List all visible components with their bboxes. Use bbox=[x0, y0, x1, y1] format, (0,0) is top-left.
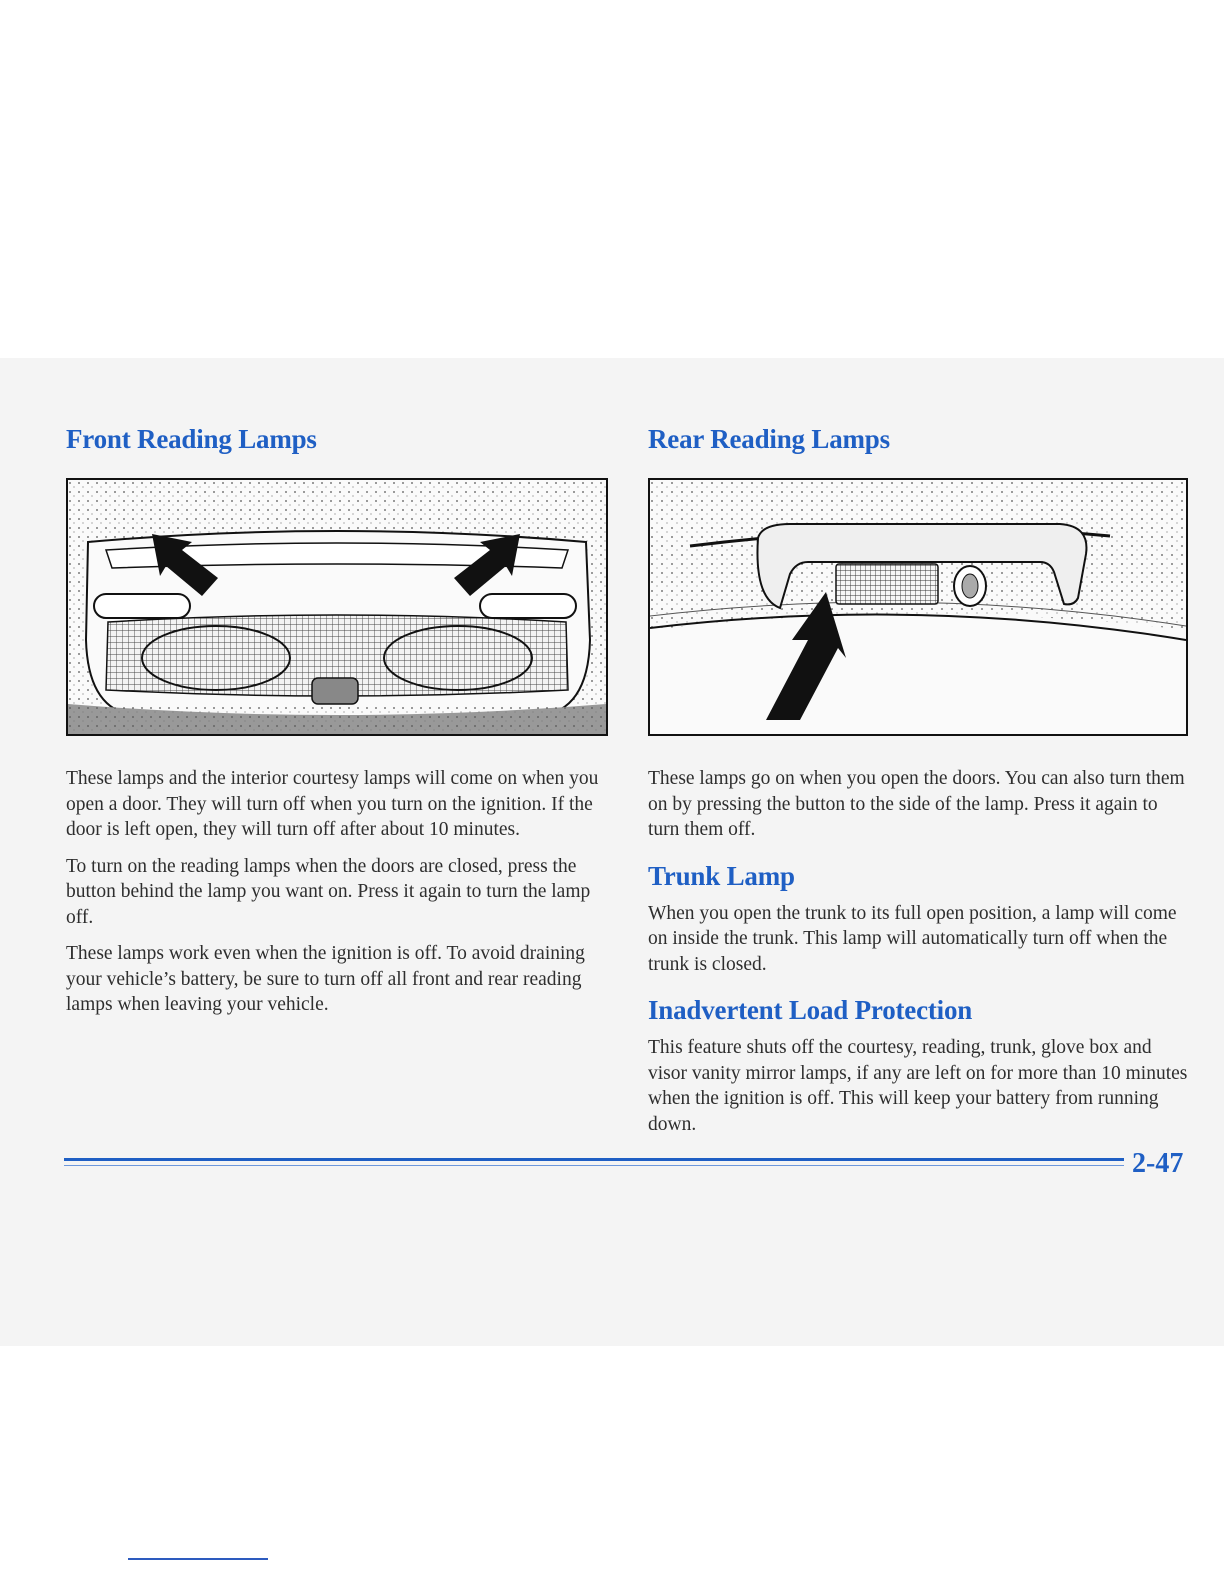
front-lamps-paragraph-3: These lamps work even when the ignition is off. To avoid draining your vehicle’s battery, be sure to turn off all front and rear reading lamps when leaving your vehicle. bbox=[66, 943, 585, 1015]
rear-lamps-paragraph: These lamps go on when you open the doors. You can also turn them on by pressing the button to the side of the lamp. Press it again to turn them off. bbox=[648, 768, 1185, 840]
page-number: 2-47 bbox=[1132, 1148, 1184, 1179]
footer-rule-thin bbox=[64, 1165, 1124, 1166]
rear-lamps-figure bbox=[648, 478, 1188, 736]
front-lamps-paragraph-2: To turn on the reading lamps when the doors are closed, press the button behind the lamp you want on. Press it again to turn the lamp off. bbox=[66, 855, 591, 928]
load-protection-paragraph: This feature shuts off the courtesy, reading, trunk, glove box and visor vanity mirror lamps, if any are left on for more than 10 minutes when the ignition is off. This will keep your battery from running down. bbox=[648, 1037, 1188, 1135]
overhead-console-illustration-icon bbox=[68, 480, 606, 734]
left-column bbox=[66, 420, 606, 1018]
front-lamps-paragraph-1: These lamps and the interior courtesy lamps will come on when you open a door. They will turn off when you turn on the ignition. If the door is left open, they will turn off after about 10 minutes. bbox=[66, 768, 599, 840]
load-protection-heading: Inadvertent Load Protection bbox=[648, 995, 973, 1025]
trunk-lamp-heading: Trunk Lamp bbox=[648, 860, 795, 891]
front-lamps-figure bbox=[66, 478, 608, 736]
grab-handle-lamp-illustration-icon bbox=[650, 480, 1186, 734]
trunk-lamp-paragraph: When you open the trunk to its full open position, a lamp will come on inside the trunk. This lamp will automatically turn off when the trunk is closed. bbox=[648, 902, 1177, 975]
bottom-link-underline bbox=[128, 1558, 268, 1560]
footer-rule bbox=[64, 1158, 1124, 1161]
right-column bbox=[648, 420, 1188, 1137]
front-reading-lamps-heading: Front Reading Lamps bbox=[66, 424, 317, 454]
rear-reading-lamps-heading: Rear Reading Lamps bbox=[648, 424, 890, 454]
